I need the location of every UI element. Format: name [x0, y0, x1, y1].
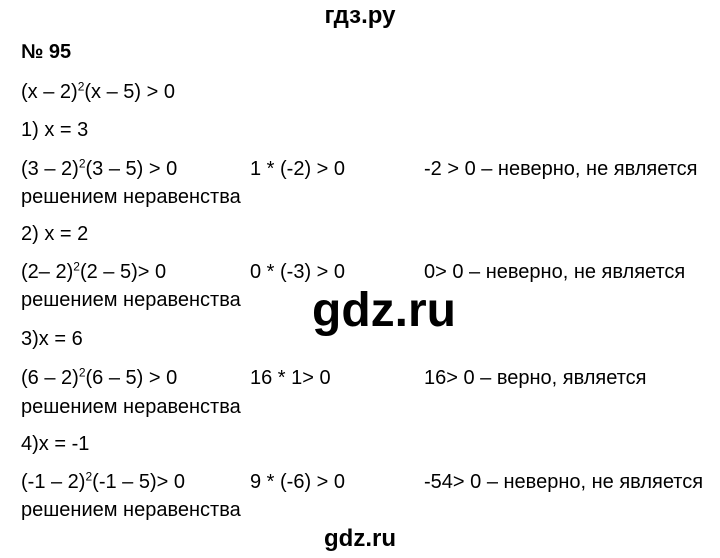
expression-part-b: (6 – 5) > 0	[85, 367, 178, 389]
case-conclusion: решением неравенства	[21, 499, 241, 521]
case-product: 0 * (-3) > 0	[250, 261, 346, 283]
expression-part-a: (6 – 2)	[21, 367, 79, 389]
expression-exponent: 2	[85, 469, 93, 484]
case-product: 9 * (-6) > 0	[250, 471, 346, 493]
inequality-part-a: (x – 2)	[21, 81, 78, 103]
expression-part-a: (2– 2)	[21, 261, 74, 283]
expression-exponent: 2	[73, 259, 80, 274]
case-result: -2 > 0 – неверно, не является	[424, 158, 698, 180]
expression-exponent: 2	[78, 365, 86, 380]
inequality-exponent: 2	[77, 79, 85, 94]
expression-part-b: (2 – 5)> 0	[79, 261, 167, 283]
case-label: 2) x = 2	[21, 223, 89, 245]
case-product: 16 * 1> 0	[250, 367, 331, 389]
case-label: 1) x = 3	[21, 119, 89, 141]
expression-part-a: (-1 – 2)	[21, 471, 86, 493]
case-expression	[21, 260, 166, 284]
case-conclusion: решением неравенства	[21, 289, 241, 311]
case-label: 3)x = 6	[21, 328, 83, 350]
problem-number: № 95	[21, 41, 72, 63]
case-conclusion: решением неравенства	[21, 396, 241, 418]
case-product: 1 * (-2) > 0	[250, 158, 346, 180]
case-conclusion: решением неравенства	[21, 186, 241, 208]
case-expression	[21, 157, 177, 181]
expression-exponent: 2	[78, 156, 86, 171]
expression-part-a: (3 – 2)	[21, 158, 79, 180]
expression-part-b: (3 – 5) > 0	[85, 158, 178, 180]
watermark: gdz.ru	[312, 284, 456, 337]
case-expression	[21, 470, 185, 494]
case-result: 0> 0 – неверно, не является	[424, 261, 686, 283]
site-header: гдз.ру	[324, 2, 396, 29]
case-expression	[21, 366, 177, 390]
case-result: 16> 0 – верно, является	[424, 367, 647, 389]
case-label: 4)x = -1	[21, 433, 90, 455]
case-result: -54> 0 – неверно, не является	[424, 471, 704, 493]
inequality-part-b: (x – 5) > 0	[84, 81, 175, 103]
site-footer: gdz.ru	[324, 525, 396, 552]
problem-inequality	[21, 80, 175, 104]
expression-part-b: (-1 – 5)> 0	[92, 471, 185, 493]
